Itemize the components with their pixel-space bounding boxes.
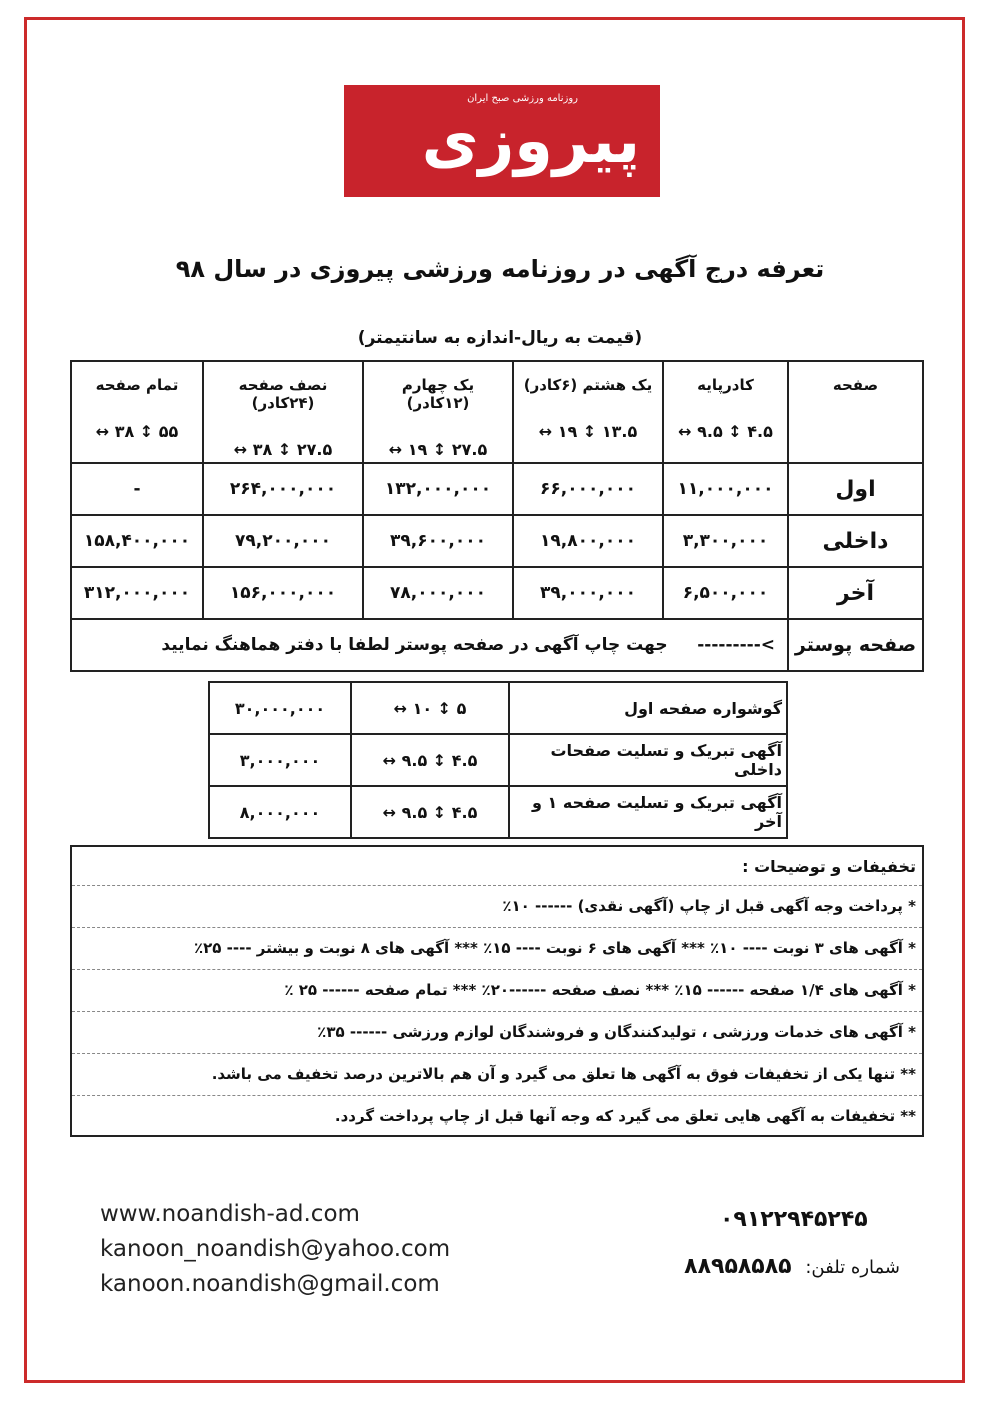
contact-block xyxy=(100,1197,450,1302)
price-cell: ۶۶,۰۰۰,۰۰۰ xyxy=(513,463,663,515)
row-label: اول xyxy=(788,463,923,515)
price-cell: ۶,۵۰۰,۰۰۰ xyxy=(663,567,788,619)
poster-arrow: ---------< xyxy=(697,635,775,655)
table-row xyxy=(71,515,923,567)
email-link[interactable]: kanoon_noandish@yahoo.com xyxy=(100,1236,451,1262)
phone-line xyxy=(650,1254,900,1279)
special-price: ۳۰,۰۰۰,۰۰۰ xyxy=(209,682,351,734)
special-price: ۳,۰۰۰,۰۰۰ xyxy=(209,734,351,786)
newspaper-logo xyxy=(344,85,660,197)
special-size: ۴.۵ ↕ ۹.۵ ↔ xyxy=(351,734,509,786)
price-cell: ۱۱,۰۰۰,۰۰۰ xyxy=(663,463,788,515)
email-link[interactable]: kanoon.noandish@gmail.com xyxy=(100,1271,440,1297)
price-cell: ۳۱۲,۰۰۰,۰۰۰ xyxy=(71,567,203,619)
table-row xyxy=(209,786,787,838)
row-label: داخلی xyxy=(788,515,923,567)
header-cell-half: نصف صفحه (۲۴کادر) ۲۷.۵ ↕ ۳۸ ↔ xyxy=(203,361,363,463)
rates-header-row xyxy=(71,361,923,463)
price-cell: ۳۹,۰۰۰,۰۰۰ xyxy=(513,567,663,619)
special-size: ۴.۵ ↕ ۹.۵ ↔ xyxy=(351,786,509,838)
special-size: ۵ ↕ ۱۰ ↔ xyxy=(351,682,509,734)
phone-label: شماره تلفن: xyxy=(805,1257,900,1278)
header-cell-page: صفحه xyxy=(788,361,923,463)
price-cell: ۷۸,۰۰۰,۰۰۰ xyxy=(363,567,513,619)
page-title: تعرفه درج آگهی در روزنامه ورزشی پیروزی در سال ۹۸ xyxy=(175,255,825,283)
poster-note xyxy=(71,619,788,671)
price-cell: ۳,۳۰۰,۰۰۰ xyxy=(663,515,788,567)
price-cell: ۳۹,۶۰۰,۰۰۰ xyxy=(363,515,513,567)
header-cell-eighth: یک هشتم (۶کادر) ۱۳.۵ ↕ ۱۹ ↔ xyxy=(513,361,663,463)
table-row xyxy=(209,734,787,786)
discount-item: * آگهی های خدمات ورزشی ، تولیدکنندگان و فروشندگان لوازم ورزشی ------ ۳۵٪ xyxy=(72,1012,922,1054)
discounts-box xyxy=(70,845,924,1137)
table-row xyxy=(71,567,923,619)
discount-item: ** تنها یکی از تخفیفات فوق به آگهی ها تعلق می گیرد و آن هم بالاترین درصد تخفیف می باشد. xyxy=(72,1054,922,1096)
discount-item: * آگهی های ۱/۴ صفحه ------ ۱۵٪ *** نصف صفحه ------۲۰٪ *** تمام صفحه ------ ۲۵ ٪ xyxy=(72,970,922,1012)
mobile-number: ۰۹۱۲۲۹۴۵۲۴۵ xyxy=(720,1207,868,1232)
discounts-heading: تخفیفات و توضیحات : xyxy=(72,847,922,886)
special-ads-table xyxy=(208,681,788,839)
phone-number: ۸۸۹۵۸۵۸۵ xyxy=(684,1254,792,1279)
discount-item: * پرداخت وجه آگهی قبل از چاپ (آگهی نقدی) ------ ۱۰٪ xyxy=(72,886,922,928)
discount-item: * آگهی های ۳ نوبت ---- ۱۰٪ *** آگهی های ۶ نوبت ---- ۱۵٪ *** آگهی های ۸ نوبت و بیشتر ---- ۲۵٪ xyxy=(72,928,922,970)
website-link[interactable]: www.noandish-ad.com xyxy=(100,1201,360,1227)
logo-wordmark: پیروزی xyxy=(421,104,640,177)
discount-item: ** تخفیفات به آگهی هایی تعلق می گیرد که وجه آنها قبل از چاپ پرداخت گردد. xyxy=(334,1107,916,1125)
header-cell-base: کادرپایه ۴.۵ ↕ ۹.۵ ↔ xyxy=(663,361,788,463)
poster-text: جهت چاپ آگهی در صفحه پوستر لطفا با دفتر هماهنگ نمایید xyxy=(161,635,668,655)
price-cell: ۱۵۸,۴۰۰,۰۰۰ xyxy=(71,515,203,567)
special-label: گوشواره صفحه اول xyxy=(509,682,787,734)
row-label: آخر xyxy=(788,567,923,619)
poster-row xyxy=(71,619,923,671)
poster-label: صفحه پوستر xyxy=(788,619,923,671)
special-price: ۸,۰۰۰,۰۰۰ xyxy=(209,786,351,838)
price-cell: - xyxy=(71,463,203,515)
page-subtitle: (قیمت به ریال-اندازه به سانتیمتر) xyxy=(357,328,643,348)
table-row xyxy=(209,682,787,734)
price-cell: ۱۹,۸۰۰,۰۰۰ xyxy=(513,515,663,567)
price-cell: ۲۶۴,۰۰۰,۰۰۰ xyxy=(203,463,363,515)
header-cell-quarter: یک چهارم (۱۲کادر) ۲۷.۵ ↕ ۱۹ ↔ xyxy=(363,361,513,463)
rates-table xyxy=(70,360,924,672)
special-label: آگهی تبریک و تسلیت صفحات داخلی xyxy=(509,734,787,786)
price-cell: ۱۵۶,۰۰۰,۰۰۰ xyxy=(203,567,363,619)
table-row xyxy=(71,463,923,515)
special-label: آگهی تبریک و تسلیت صفحه ۱ و آخر xyxy=(509,786,787,838)
header-cell-full: تمام صفحه ۵۵ ↕ ۳۸ ↔ xyxy=(71,361,203,463)
price-cell: ۱۳۲,۰۰۰,۰۰۰ xyxy=(363,463,513,515)
logo-tagline: روزنامه ورزشی صبح ایران xyxy=(467,93,578,104)
price-cell: ۷۹,۲۰۰,۰۰۰ xyxy=(203,515,363,567)
